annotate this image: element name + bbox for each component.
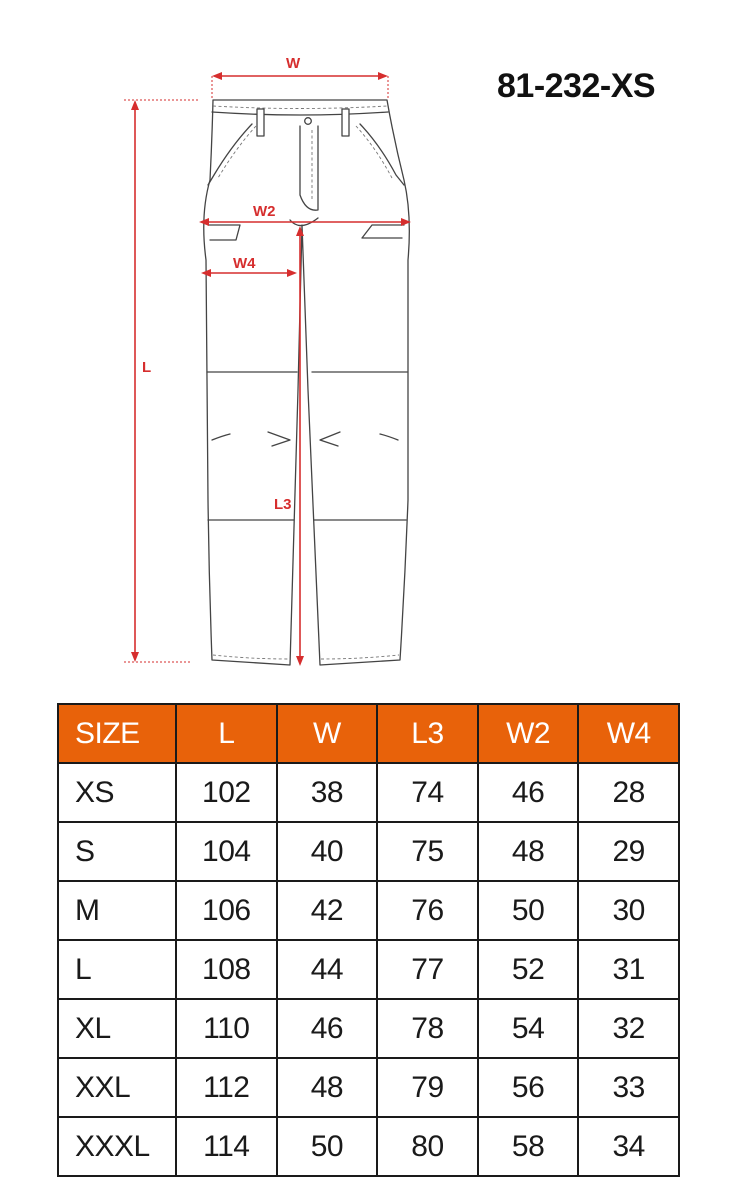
cell-w: 44 <box>277 940 378 999</box>
product-code: 81-232-XS <box>497 67 656 105</box>
cell-l: 108 <box>176 940 277 999</box>
cell-size: XS <box>58 763 176 822</box>
size-chart-table <box>57 703 680 1177</box>
cell-l: 106 <box>176 881 277 940</box>
trousers-outline <box>204 100 410 665</box>
cell-w2: 50 <box>478 881 579 940</box>
cell-size: L <box>58 940 176 999</box>
cell-l3: 80 <box>377 1117 478 1176</box>
cell-w2: 46 <box>478 763 579 822</box>
cell-size: XL <box>58 999 176 1058</box>
cell-l: 110 <box>176 999 277 1058</box>
cell-w: 46 <box>277 999 378 1058</box>
cell-w4: 34 <box>578 1117 679 1176</box>
table-row <box>58 999 679 1058</box>
trousers-illustration <box>204 100 410 665</box>
cell-l: 104 <box>176 822 277 881</box>
cell-w: 42 <box>277 881 378 940</box>
table-row <box>58 940 679 999</box>
belt-loop <box>342 109 349 136</box>
cell-l: 114 <box>176 1117 277 1176</box>
cell-w4: 31 <box>578 940 679 999</box>
cell-w: 40 <box>277 822 378 881</box>
dim-label-l3: L3 <box>274 496 292 513</box>
cell-w4: 32 <box>578 999 679 1058</box>
header-w4: W4 <box>578 704 679 763</box>
cell-w4: 28 <box>578 763 679 822</box>
dim-label-w2: W2 <box>253 203 276 220</box>
button <box>305 118 312 125</box>
header-l: L <box>176 704 277 763</box>
dim-label-w: W <box>286 55 301 72</box>
table-row <box>58 881 679 940</box>
cell-w2: 48 <box>478 822 579 881</box>
table-row <box>58 1058 679 1117</box>
table-header-row <box>58 704 679 763</box>
header-w2: W2 <box>478 704 579 763</box>
cell-size: S <box>58 822 176 881</box>
cell-size: XXXL <box>58 1117 176 1176</box>
cell-size: XXL <box>58 1058 176 1117</box>
belt-loop <box>257 109 264 136</box>
header-l3: L3 <box>377 704 478 763</box>
cell-l: 112 <box>176 1058 277 1117</box>
cell-w: 48 <box>277 1058 378 1117</box>
header-w: W <box>277 704 378 763</box>
cell-w2: 56 <box>478 1058 579 1117</box>
cell-l3: 74 <box>377 763 478 822</box>
cell-w4: 33 <box>578 1058 679 1117</box>
cell-w2: 54 <box>478 999 579 1058</box>
cell-w: 50 <box>277 1117 378 1176</box>
cell-l3: 78 <box>377 999 478 1058</box>
dim-label-l: L <box>142 359 152 376</box>
cell-l: 102 <box>176 763 277 822</box>
cell-w2: 58 <box>478 1117 579 1176</box>
dim-label-w4: W4 <box>233 255 256 272</box>
table-row <box>58 822 679 881</box>
cell-w: 38 <box>277 763 378 822</box>
cell-w4: 30 <box>578 881 679 940</box>
cell-w4: 29 <box>578 822 679 881</box>
header-size: SIZE <box>58 704 176 763</box>
cell-l3: 75 <box>377 822 478 881</box>
cell-w2: 52 <box>478 940 579 999</box>
cell-size: M <box>58 881 176 940</box>
cell-l3: 77 <box>377 940 478 999</box>
cell-l3: 79 <box>377 1058 478 1117</box>
cell-l3: 76 <box>377 881 478 940</box>
table-row <box>58 763 679 822</box>
table-row <box>58 1117 679 1176</box>
